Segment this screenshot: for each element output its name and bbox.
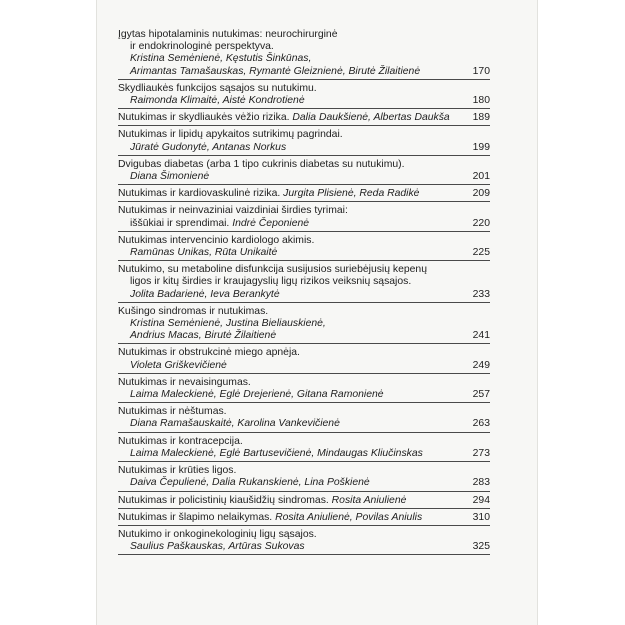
- toc-entry: [118, 303, 490, 345]
- chapter-title-text: Įgytas hipotalaminis nutukimas: neurochirurginė: [118, 29, 338, 40]
- toc-entry-title-line: [118, 205, 490, 217]
- toc-entry: [118, 492, 490, 509]
- page-number: 241: [472, 330, 490, 342]
- toc-entry-title-line: [118, 41, 490, 53]
- author-names: Daiva Čepulienė, Dalia Rukanskienė, Lina Poškienė: [130, 477, 370, 489]
- chapter-title-text: Nutukimas ir lipidų apykaitos sutrikimų pagrindai.: [118, 129, 343, 141]
- toc-entry-authors: [118, 171, 490, 183]
- toc-entry: [118, 433, 490, 462]
- author-names: Indrė Čeponienė: [232, 217, 310, 229]
- author-names: Kristina Semėnienė, Justina Bieliauskienė,: [130, 318, 326, 330]
- toc-entry: [118, 509, 490, 526]
- author-names: Arimantas Tamašauskas, Rymantė Gleiznienė, Birutė Žilaitienė: [130, 65, 421, 77]
- chapter-title-text: Nutukimas ir kardiovaskulinė rizika.: [118, 188, 284, 200]
- chapter-title-text: Nutukimas ir kontracepcija.: [118, 435, 243, 447]
- toc-entry: [118, 126, 490, 155]
- page-number: 209: [472, 188, 490, 200]
- chapter-title-text: Nutukimo ir onkoginekologinių ligų sąsajos.: [118, 528, 317, 540]
- toc-entry-title-line: [118, 218, 490, 230]
- author-names: Andrius Macas, Birutė Žilaitienė: [130, 330, 277, 342]
- toc-entry: [118, 202, 490, 231]
- toc-entry-title-line: [118, 529, 490, 541]
- page-number: 189: [472, 112, 490, 124]
- chapter-title-text: Nutukimas ir policistinių kiaušidžių sindromas.: [118, 494, 332, 506]
- toc-entry: [118, 156, 490, 185]
- chapter-title-text: Nutukimas ir obstrukcinė miego apnėja.: [118, 347, 300, 359]
- toc-entry-title-line: [118, 112, 490, 124]
- toc-entry-authors: [118, 53, 490, 65]
- toc-entry: [118, 374, 490, 403]
- page-number: 199: [472, 141, 490, 153]
- toc-entry-authors: [118, 389, 490, 401]
- page-number: 325: [472, 541, 490, 553]
- author-names: Jurgita Plisienė, Reda Radikė: [283, 188, 420, 200]
- toc-entry-title-line: [118, 495, 490, 507]
- toc-entry-title-line: [118, 129, 490, 141]
- chapter-title-text: Nutukimas ir neinvaziniai vaizdiniai širdies tyrimai:: [118, 205, 348, 217]
- chapter-title-text: ligos ir kitų širdies ir kraujagyslių ligų rizikos veiksnių sąsajos.: [130, 276, 412, 288]
- page-number: 273: [472, 447, 490, 459]
- chapter-title-text: Nutukimas ir šlapimo nelaikymas.: [118, 511, 276, 523]
- author-names: Violeta Griškevičienė: [130, 359, 227, 371]
- author-names: Diana Šimonienė: [130, 171, 210, 183]
- toc-entry-authors: [118, 142, 490, 154]
- author-names: Jūratė Gudonytė, Antanas Norkus: [130, 141, 287, 153]
- toc-entry: [118, 403, 490, 432]
- page-number: 170: [472, 65, 490, 77]
- toc-entry-authors: [118, 289, 490, 301]
- page-number: 257: [472, 389, 490, 401]
- toc-entry-authors: [118, 541, 490, 553]
- table-of-contents: [118, 26, 490, 555]
- toc-entry: [118, 185, 490, 202]
- chapter-title-text: Nutukimas intervencinio kardiologo akimis.: [118, 234, 315, 246]
- chapter-title-text: ir endokrinologinė perspektyva.: [130, 41, 274, 53]
- toc-entry-authors: [118, 95, 490, 107]
- author-names: Rosita Aniulienė, Povilas Aniulis: [275, 511, 423, 523]
- chapter-title-text: Nutukimas ir nėštumas.: [118, 406, 227, 418]
- toc-entry: [118, 462, 490, 491]
- toc-entry-authors: [118, 448, 490, 460]
- toc-entry-title-line: [118, 83, 490, 95]
- author-names: Rosita Aniulienė: [331, 494, 407, 506]
- toc-entry-authors: [118, 330, 490, 342]
- chapter-title-text: iššūkiai ir sprendimai.: [130, 217, 233, 229]
- toc-entry-authors: [118, 360, 490, 372]
- toc-entry-title-line: [118, 264, 490, 276]
- toc-entry-authors: [118, 477, 490, 489]
- toc-entry: [118, 26, 490, 80]
- chapter-title-text: Nutukimas ir krūties ligos.: [118, 465, 237, 477]
- page-number: 283: [472, 477, 490, 489]
- toc-entry-authors: [118, 418, 490, 430]
- toc-entry: [118, 526, 490, 555]
- page-number: 263: [472, 418, 490, 430]
- toc-entry-title-line: [118, 306, 490, 318]
- toc-entry-authors: [118, 247, 490, 259]
- toc-entry: [118, 232, 490, 261]
- toc-entry-title-line: [118, 235, 490, 247]
- chapter-title-text: Kušingo sindromas ir nutukimas.: [118, 305, 269, 317]
- page-number: 249: [472, 359, 490, 371]
- chapter-title-text: Nutukimas ir nevaisingumas.: [118, 376, 251, 388]
- author-names: Jolita Badarienė, Ieva Berankytė: [130, 288, 280, 300]
- toc-entry-title-line: [118, 29, 490, 41]
- page-number: 233: [472, 288, 490, 300]
- toc-entry-title-line: [118, 276, 490, 288]
- toc-entry-title-line: [118, 436, 490, 448]
- toc-entry-title-line: [118, 512, 490, 524]
- author-names: Saulius Paškauskas, Artūras Sukovas: [130, 541, 305, 553]
- page-number: 294: [472, 494, 490, 506]
- chapter-title-text: Nutukimo, su metaboline disfunkcija susijusios suriebėjusių kepenų: [118, 264, 427, 276]
- toc-entry: [118, 344, 490, 373]
- author-names: Kristina Semėnienė, Kęstutis Šinkūnas,: [130, 53, 312, 65]
- page-number: 201: [472, 171, 490, 183]
- chapter-title-text: Skydliaukės funkcijos sąsajos su nutukimu.: [118, 82, 317, 94]
- toc-entry-authors: [118, 66, 490, 78]
- chapter-title-text: Dvigubas diabetas (arba 1 tipo cukrinis diabetas su nutukimu).: [118, 158, 405, 170]
- toc-entry-title-line: [118, 188, 490, 200]
- author-names: Ramūnas Unikas, Rūta Unikaitė: [130, 247, 278, 259]
- toc-entry-title-line: [118, 377, 490, 389]
- page-number: 310: [472, 511, 490, 523]
- toc-entry-title-line: [118, 347, 490, 359]
- page-number: 225: [472, 247, 490, 259]
- author-names: Raimonda Klimaitė, Aistė Kondrotienė: [130, 95, 305, 107]
- chapter-title-text: Nutukimas ir skydliaukės vėžio rizika.: [118, 112, 293, 124]
- toc-entry-authors: [118, 318, 490, 330]
- toc-entry: [118, 109, 490, 126]
- toc-entry: [118, 80, 490, 109]
- toc-entry-title-line: [118, 159, 490, 171]
- author-names: Diana Ramašauskaitė, Karolina Vankevičienė: [130, 418, 340, 430]
- author-names: Laima Maleckienė, Eglė Bartusevičienė, Mindaugas Kliučinskas: [130, 447, 423, 459]
- toc-entry-title-line: [118, 465, 490, 477]
- page-number: 220: [472, 217, 490, 229]
- author-names: Laima Maleckienė, Eglė Drejerienė, Gitana Ramonienė: [130, 389, 384, 401]
- author-names: Dalia Daukšienė, Albertas Daukša: [292, 112, 450, 124]
- toc-entry: [118, 261, 490, 303]
- page-number: 180: [472, 95, 490, 107]
- toc-entry-title-line: [118, 406, 490, 418]
